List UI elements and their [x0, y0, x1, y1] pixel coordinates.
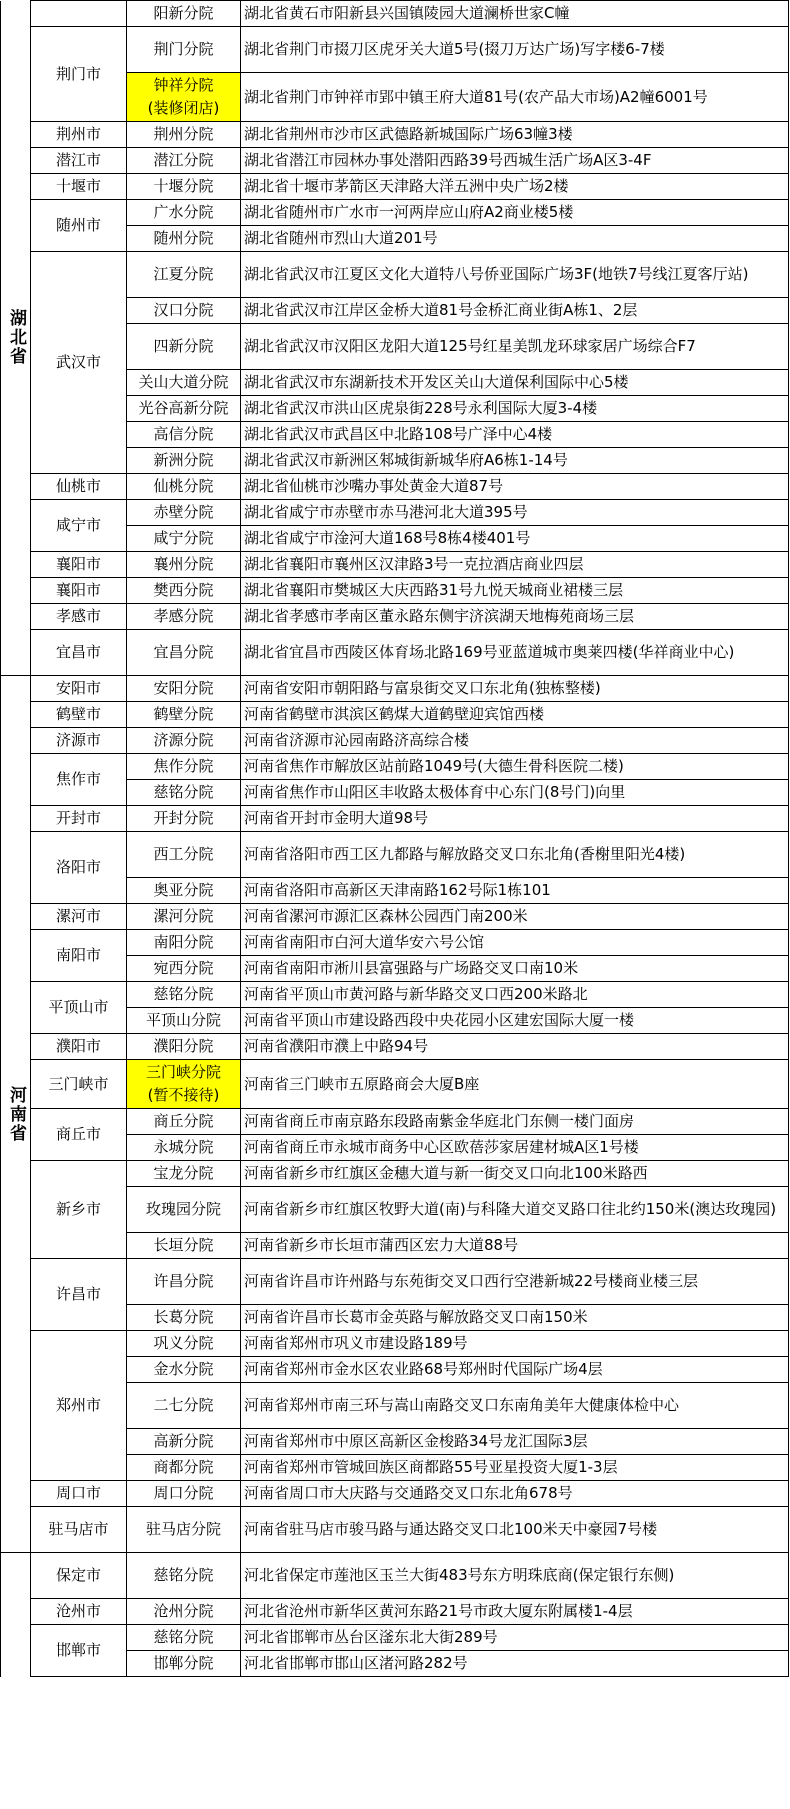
city-cell: 孝感市 [31, 604, 127, 630]
branch-cell [127, 1305, 241, 1331]
address-cell: 湖北省潜江市园林办事处潜阳西路39号西城生活广场A区3-4F [241, 148, 789, 174]
branch-cell [127, 324, 241, 370]
address-cell: 河北省保定市莲池区玉兰大街483号东方明珠底商(保定银行东侧) [241, 1553, 789, 1599]
table-row [1, 552, 789, 578]
city-cell: 宜昌市 [31, 630, 127, 676]
branch-cell [127, 200, 241, 226]
city-cell: 襄阳市 [31, 552, 127, 578]
city-cell: 潜江市 [31, 148, 127, 174]
table-row [1, 806, 789, 832]
branch-cell [127, 526, 241, 552]
city-cell: 洛阳市 [31, 832, 127, 904]
address-cell: 河南省商丘市南京路东段路南紫金华庭北门东侧一楼门面房 [241, 1109, 789, 1135]
address-cell: 河南省洛阳市高新区天津南路162号际1栋101 [241, 878, 789, 904]
province-cell [1, 676, 31, 1553]
branch-name: 平顶山分院 [145, 1011, 221, 1029]
branch-cell [127, 904, 241, 930]
branch-cell [127, 1507, 241, 1553]
branch-name: 光谷高新分院 [138, 399, 229, 417]
city-cell: 驻马店市 [31, 1507, 127, 1553]
branch-name: 西工分院 [153, 845, 214, 863]
table-row [1, 630, 789, 676]
table-row [1, 174, 789, 200]
table-row [1, 578, 789, 604]
branch-name: 襄州分院 [153, 555, 214, 573]
branch-cell [127, 1187, 241, 1233]
address-cell: 河南省新乡市红旗区牧野大道(南)与科隆大道交叉路口往北约150米(澳达玫瑰园) [241, 1187, 789, 1233]
address-cell: 河南省南阳市淅川县富强路与广场路交叉口南10米 [241, 956, 789, 982]
table-row [1, 754, 789, 780]
branch-name: 荆州分院 [153, 125, 214, 143]
address-cell: 湖北省武汉市东湖新技术开发区关山大道保利国际中心5楼 [241, 370, 789, 396]
branch-name: 四新分院 [153, 337, 214, 355]
province-name: 河南省 [6, 1085, 26, 1143]
address-cell: 河南省焦作市解放区站前路1049号(大德生骨科医院二楼) [241, 754, 789, 780]
branch-cell [127, 1331, 241, 1357]
branch-cell [127, 578, 241, 604]
city-cell [31, 1, 127, 27]
branch-cell [127, 728, 241, 754]
address-cell: 湖北省十堰市茅箭区天津路大洋五洲中央广场2楼 [241, 174, 789, 200]
branch-name: 永城分院 [153, 1138, 214, 1156]
branch-cell [127, 1651, 241, 1677]
address-cell: 河南省漯河市源汇区森林公园西门南200米 [241, 904, 789, 930]
branch-name: 焦作分院 [153, 757, 214, 775]
city-cell: 许昌市 [31, 1259, 127, 1331]
address-cell: 河南省平顶山市建设路西段中央花园小区建宏国际大厦一楼 [241, 1008, 789, 1034]
address-cell: 河南省郑州市金水区农业路68号郑州时代国际广场4层 [241, 1357, 789, 1383]
branch-cell [127, 500, 241, 526]
branch-cell-highlighted [127, 1060, 241, 1109]
address-cell: 河北省邯郸市丛台区滏东北大街289号 [241, 1625, 789, 1651]
table-row [1, 1625, 789, 1651]
address-cell: 河南省濮阳市濮上中路94号 [241, 1034, 789, 1060]
city-cell: 周口市 [31, 1481, 127, 1507]
address-cell: 湖北省随州市广水市一河两岸应山府A2商业楼5楼 [241, 200, 789, 226]
branch-name: 高信分院 [153, 425, 214, 443]
branch-name: 商都分院 [153, 1458, 214, 1476]
address-cell: 河南省周口市大庆路与交通路交叉口东北角678号 [241, 1481, 789, 1507]
branch-name: 玫瑰园分院 [145, 1200, 221, 1218]
address-cell: 湖北省武汉市江岸区金桥大道81号金桥汇商业街A栋1、2层 [241, 298, 789, 324]
table-row [1, 1034, 789, 1060]
address-cell: 湖北省襄阳市襄州区汉津路3号一克拉酒店商业四层 [241, 552, 789, 578]
table-row [1, 1507, 789, 1553]
branch-name: 驻马店分院 [145, 1520, 221, 1538]
branch-name: 仙桃分院 [153, 477, 214, 495]
address-cell: 湖北省黄石市阳新县兴国镇陵园大道澜桥世家C幢 [241, 1, 789, 27]
branch-name: 广水分院 [153, 203, 214, 221]
city-cell: 平顶山市 [31, 982, 127, 1034]
address-cell: 湖北省襄阳市樊城区大庆西路31号九悦天城商业裙楼三层 [241, 578, 789, 604]
table-row [1, 27, 789, 73]
city-cell: 邯郸市 [31, 1625, 127, 1677]
table-row [1, 604, 789, 630]
address-cell: 河南省济源市沁园南路济高综合楼 [241, 728, 789, 754]
branch-cell [127, 1455, 241, 1481]
branch-cell [127, 956, 241, 982]
address-cell: 湖北省宜昌市西陵区体育场北路169号亚蓝道城市奥莱四楼(华祥商业中心) [241, 630, 789, 676]
branch-name: 南阳分院 [153, 933, 214, 951]
branch-name: 新洲分院 [153, 451, 214, 469]
branch-cell [127, 1383, 241, 1429]
branch-cell [127, 1259, 241, 1305]
table-row [1, 904, 789, 930]
table-row [1, 702, 789, 728]
province-cell [1, 1553, 31, 1677]
address-cell: 河南省新乡市红旗区金穗大道与新一街交叉口向北100米路西 [241, 1161, 789, 1187]
branch-cell [127, 27, 241, 73]
city-cell: 漯河市 [31, 904, 127, 930]
branch-cell [127, 702, 241, 728]
branch-name: 十堰分院 [153, 177, 214, 195]
branch-cell [127, 676, 241, 702]
city-cell: 十堰市 [31, 174, 127, 200]
address-cell: 河北省邯郸市邯山区渚河路282号 [241, 1651, 789, 1677]
branch-name: 许昌分院 [153, 1272, 214, 1290]
branch-name: 钟祥分院 [153, 76, 214, 94]
branch-cell [127, 1008, 241, 1034]
province-name: 湖北省 [6, 309, 26, 367]
address-cell: 湖北省咸宁市赤壁市赤马港河北大道395号 [241, 500, 789, 526]
table-row [1, 1161, 789, 1187]
branch-name: 汉口分院 [153, 301, 214, 319]
table-row [1, 1331, 789, 1357]
table-row [1, 148, 789, 174]
branch-cell [127, 422, 241, 448]
branch-cell [127, 448, 241, 474]
branch-cell [127, 1135, 241, 1161]
branch-cell [127, 630, 241, 676]
branch-cell [127, 474, 241, 500]
table-row [1, 676, 789, 702]
city-cell: 襄阳市 [31, 578, 127, 604]
branch-name: 关山大道分院 [138, 373, 229, 391]
branch-table-body [1, 1, 789, 1677]
table-row [1, 832, 789, 878]
branch-name: 慈铭分院 [153, 1628, 214, 1646]
branch-name: 随州分院 [153, 229, 214, 247]
address-cell: 河北省沧州市新华区黄河东路21号市政大厦东附属楼1-4层 [241, 1599, 789, 1625]
branch-name: 濮阳分院 [153, 1037, 214, 1055]
branch-status-note: (暂不接待) [147, 1086, 220, 1104]
address-cell: 河南省许昌市长葛市金英路与解放路交叉口南150米 [241, 1305, 789, 1331]
table-row [1, 1109, 789, 1135]
branch-cell [127, 148, 241, 174]
city-cell: 三门峡市 [31, 1060, 127, 1109]
branch-cell [127, 1, 241, 27]
branch-cell [127, 982, 241, 1008]
branch-name: 宜昌分院 [153, 643, 214, 661]
province-cell [1, 1, 31, 676]
address-cell: 河南省三门峡市五原路商会大厦B座 [241, 1060, 789, 1109]
address-cell: 河南省商丘市永城市商务中心区欧蓓莎家居建材城A区1号楼 [241, 1135, 789, 1161]
branch-cell [127, 1161, 241, 1187]
branch-cell [127, 122, 241, 148]
table-row [1, 728, 789, 754]
city-cell: 沧州市 [31, 1599, 127, 1625]
city-cell: 郑州市 [31, 1331, 127, 1481]
branch-cell [127, 1553, 241, 1599]
branch-cell [127, 878, 241, 904]
branch-cell [127, 1233, 241, 1259]
address-cell: 湖北省孝感市孝南区董永路东侧宇济滨湖天地梅苑商场三层 [241, 604, 789, 630]
branch-name: 奥亚分院 [153, 881, 214, 899]
address-cell: 河南省新乡市长垣市蒲西区宏力大道88号 [241, 1233, 789, 1259]
address-cell: 河南省鹤壁市淇滨区鹤煤大道鹤壁迎宾馆西楼 [241, 702, 789, 728]
table-row [1, 500, 789, 526]
branch-name: 安阳分院 [153, 679, 214, 697]
branch-name: 宛西分院 [153, 959, 214, 977]
branch-name: 长垣分院 [153, 1236, 214, 1254]
table-row [1, 1060, 789, 1109]
branch-cell [127, 370, 241, 396]
city-cell: 随州市 [31, 200, 127, 252]
address-cell: 河南省平顶山市黄河路与新华路交叉口西200米路北 [241, 982, 789, 1008]
table-row [1, 474, 789, 500]
address-cell: 河南省郑州市南三环与嵩山南路交叉口东南角美年大健康体检中心 [241, 1383, 789, 1429]
city-cell: 仙桃市 [31, 474, 127, 500]
address-cell: 湖北省武汉市洪山区虎泉街228号永利国际大厦3-4楼 [241, 396, 789, 422]
branch-name: 樊西分院 [153, 581, 214, 599]
address-cell: 湖北省随州市烈山大道201号 [241, 226, 789, 252]
address-cell: 湖北省荆门市钟祥市郢中镇王府大道81号(农产品大市场)A2幢6001号 [241, 73, 789, 122]
branch-name: 慈铭分院 [153, 783, 214, 801]
branch-cell [127, 226, 241, 252]
branch-cell [127, 552, 241, 578]
branch-name: 荆门分院 [153, 40, 214, 58]
branch-name: 慈铭分院 [153, 1566, 214, 1584]
address-cell: 河南省开封市金明大道98号 [241, 806, 789, 832]
city-cell: 焦作市 [31, 754, 127, 806]
branch-name: 慈铭分院 [153, 985, 214, 1003]
branch-cell [127, 780, 241, 806]
branch-cell [127, 806, 241, 832]
branch-name: 漯河分院 [153, 907, 214, 925]
branch-cell [127, 754, 241, 780]
table-row [1, 252, 789, 298]
address-cell: 河南省洛阳市西工区九都路与解放路交叉口东北角(香榭里阳光4楼) [241, 832, 789, 878]
city-cell: 咸宁市 [31, 500, 127, 552]
city-cell: 武汉市 [31, 252, 127, 474]
address-cell: 湖北省武汉市武昌区中北路108号广泽中心4楼 [241, 422, 789, 448]
address-cell: 河南省南阳市白河大道华安六号公馆 [241, 930, 789, 956]
table-row [1, 1, 789, 27]
branch-name: 高新分院 [153, 1432, 214, 1450]
table-row [1, 200, 789, 226]
branch-name: 宝龙分院 [153, 1164, 214, 1182]
address-cell: 河南省郑州市中原区高新区金梭路34号龙汇国际3层 [241, 1429, 789, 1455]
branch-name: 邯郸分院 [153, 1654, 214, 1672]
branch-cell [127, 1034, 241, 1060]
branch-cell [127, 1481, 241, 1507]
branch-name: 开封分院 [153, 809, 214, 827]
address-cell: 湖北省武汉市汉阳区龙阳大道125号红星美凯龙环球家居广场综合F7 [241, 324, 789, 370]
city-cell: 南阳市 [31, 930, 127, 982]
branch-cell [127, 1599, 241, 1625]
table-row [1, 982, 789, 1008]
branch-cell [127, 1429, 241, 1455]
branch-name: 济源分院 [153, 731, 214, 749]
branch-cell [127, 1625, 241, 1651]
address-cell: 湖北省荆门市掇刀区虎牙关大道5号(掇刀万达广场)写字楼6-7楼 [241, 27, 789, 73]
city-cell: 安阳市 [31, 676, 127, 702]
city-cell: 济源市 [31, 728, 127, 754]
branch-name: 沧州分院 [153, 1602, 214, 1620]
branch-cell [127, 174, 241, 200]
table-row [1, 1259, 789, 1305]
address-cell: 湖北省武汉市江夏区文化大道特八号侨亚国际广场3F(地铁7号线江夏客厅站) [241, 252, 789, 298]
address-cell: 河南省安阳市朝阳路与富泉街交叉口东北角(独栋整楼) [241, 676, 789, 702]
address-cell: 湖北省荆州市沙市区武德路新城国际广场63幢3楼 [241, 122, 789, 148]
address-cell: 河南省驻马店市骏马路与通达路交叉口北100米天中豪园7号楼 [241, 1507, 789, 1553]
branch-cell [127, 1357, 241, 1383]
branch-name: 长葛分院 [153, 1308, 214, 1326]
branch-name: 商丘分院 [153, 1112, 214, 1130]
branch-cell [127, 604, 241, 630]
branch-name: 巩义分院 [153, 1334, 214, 1352]
branch-cell [127, 298, 241, 324]
branch-cell [127, 396, 241, 422]
branch-name: 孝感分院 [153, 607, 214, 625]
address-cell: 湖北省武汉市新洲区邾城街新城华府A6栋1-14号 [241, 448, 789, 474]
address-cell: 河南省郑州市管城回族区商都路55号亚星投资大厦1-3层 [241, 1455, 789, 1481]
address-cell: 湖北省仙桃市沙嘴办事处黄金大道87号 [241, 474, 789, 500]
table-row [1, 1481, 789, 1507]
branch-name: 潜江分院 [153, 151, 214, 169]
branch-name: 二七分院 [153, 1396, 214, 1414]
branch-name: 阳新分院 [153, 4, 214, 22]
branch-cell [127, 1109, 241, 1135]
branch-name: 金水分院 [153, 1360, 214, 1378]
city-cell: 商丘市 [31, 1109, 127, 1161]
table-row [1, 122, 789, 148]
branch-name: 江夏分院 [153, 265, 214, 283]
table-row [1, 930, 789, 956]
address-cell: 河南省郑州市巩义市建设路189号 [241, 1331, 789, 1357]
branch-name: 三门峡分院 [145, 1063, 221, 1081]
address-cell: 河南省焦作市山阳区丰收路太极体育中心东门(8号门)向里 [241, 780, 789, 806]
city-cell: 开封市 [31, 806, 127, 832]
city-cell: 濮阳市 [31, 1034, 127, 1060]
city-cell: 新乡市 [31, 1161, 127, 1259]
address-cell: 河南省许昌市许州路与东苑街交叉口西行空港新城22号楼商业楼三层 [241, 1259, 789, 1305]
branch-name: 赤壁分院 [153, 503, 214, 521]
city-cell: 荆州市 [31, 122, 127, 148]
city-cell: 荆门市 [31, 27, 127, 122]
address-cell: 湖北省咸宁市淦河大道168号8栋4楼401号 [241, 526, 789, 552]
branch-name: 咸宁分院 [153, 529, 214, 547]
table-row [1, 1553, 789, 1599]
branch-name: 鹤壁分院 [153, 705, 214, 723]
branch-cell-highlighted [127, 73, 241, 122]
branch-status-note: (装修闭店) [147, 99, 220, 117]
branch-cell [127, 252, 241, 298]
branch-cell [127, 930, 241, 956]
city-cell: 保定市 [31, 1553, 127, 1599]
city-cell: 鹤壁市 [31, 702, 127, 728]
branch-cell [127, 832, 241, 878]
branch-name: 周口分院 [153, 1484, 214, 1502]
table-row [1, 1599, 789, 1625]
